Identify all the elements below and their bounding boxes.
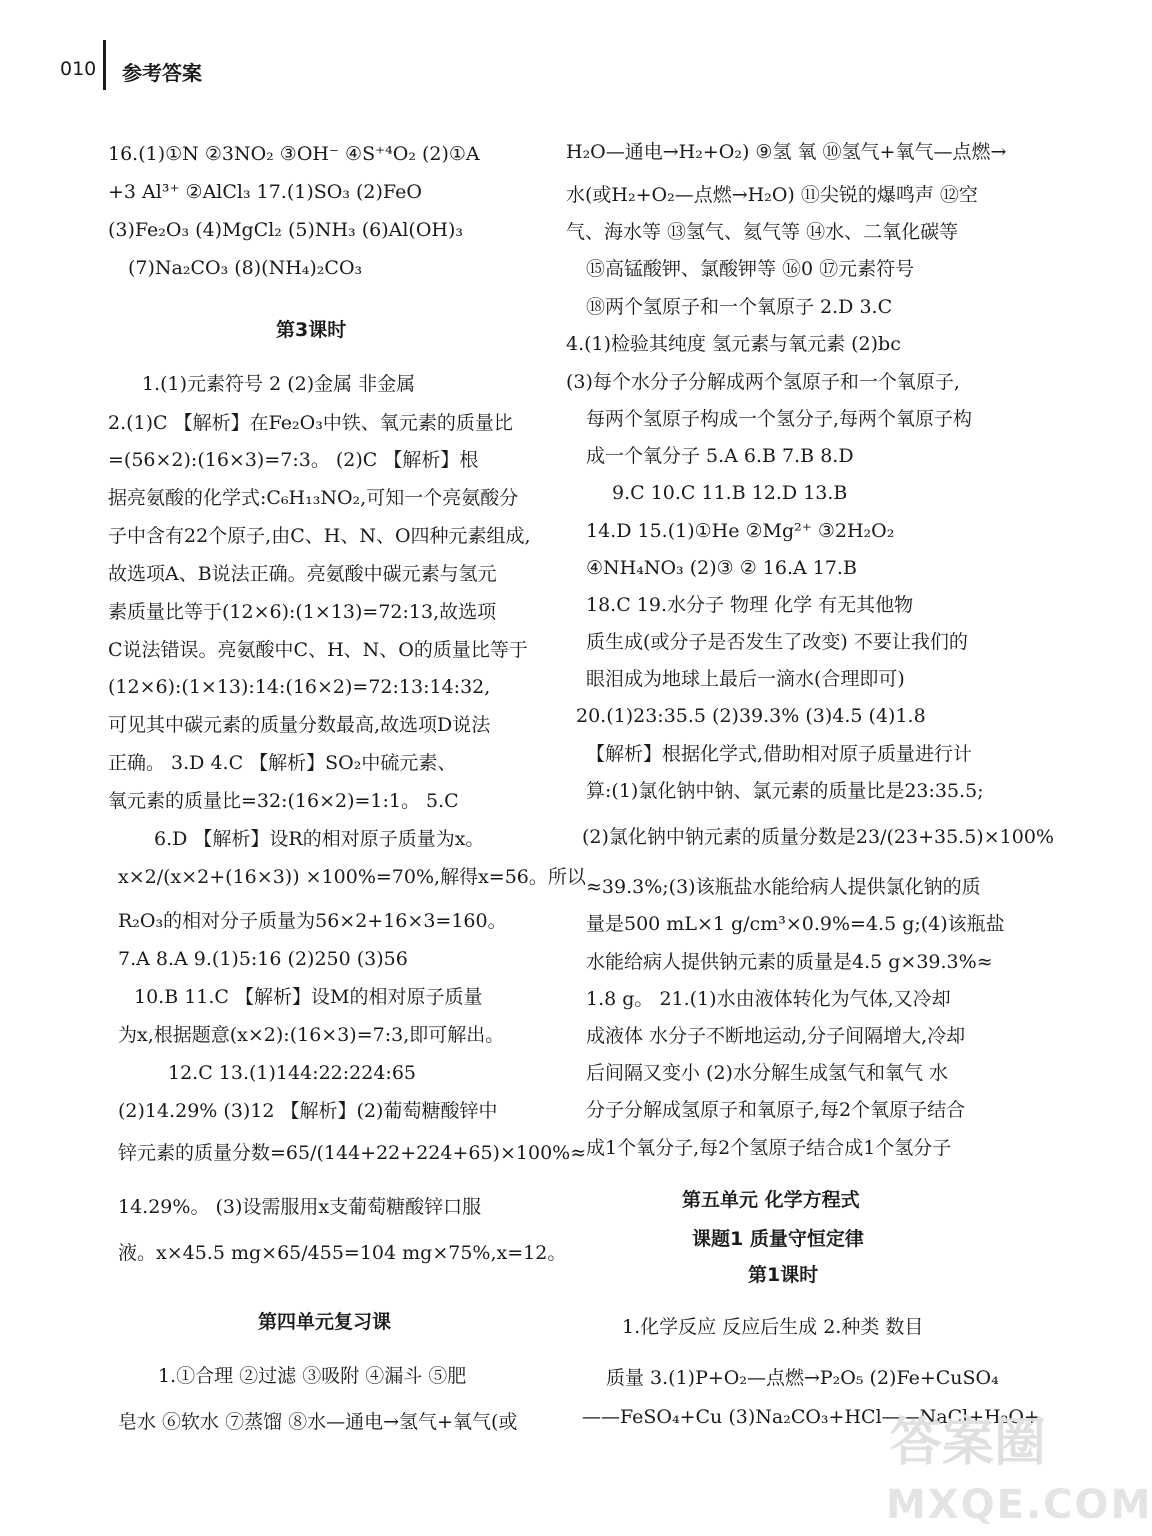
answer-line: 12.C 13.(1)144:22:224:65 — [168, 1062, 417, 1084]
answer-line: +3 Al³⁺ ②AlCl₃ 17.(1)SO₃ (2)FeO — [108, 181, 422, 203]
answer-line: 后间隔又变小 (2)水分解生成氢气和氧气 水 — [586, 1062, 948, 1084]
answer-line: (7)Na₂CO₃ (8)(NH₄)₂CO₃ — [128, 257, 363, 279]
answer-line: 眼泪成为地球上最后一滴水(合理即可) — [586, 668, 905, 690]
answer-line: (2)氯化钠中钠元素的质量分数是23/(23+35.5)×100% — [582, 826, 1054, 848]
answer-line: 成1个氧分子,每2个氢原子结合成1个氢分子 — [586, 1137, 952, 1159]
answer-line: 故选项A、B说法正确。亮氨酸中碳元素与氢元 — [108, 563, 497, 585]
answer-line: 可见其中碳元素的质量分数最高,故选项D说法 — [108, 714, 491, 736]
answer-line: 1.8 g。 21.(1)水由液体转化为气体,又冷却 — [586, 988, 951, 1010]
answer-line: 成一个氧分子 5.A 6.B 7.B 8.D — [586, 445, 854, 467]
watermark-url: MXQE.COM — [886, 1482, 1152, 1528]
answer-line: ——FeSO₄+Cu (3)Na₂CO₃+HCl——NaCl+H₂O+ — [582, 1406, 1040, 1428]
answer-line: ≈39.3%;(3)该瓶盐水能给病人提供氯化钠的质 — [586, 876, 981, 898]
answer-line: 14.29%。 (3)设需服用x支葡萄糖酸锌口服 — [118, 1196, 482, 1218]
answer-line: 1.①合理 ②过滤 ③吸附 ④漏斗 ⑤肥 — [158, 1365, 467, 1387]
answer-line: x×2/(x×2+(16×3)) ×100%=70%,解得x=56。所以 — [118, 866, 586, 888]
answer-line: 素质量比等于(12×6):(1×13)=72:13,故选项 — [108, 601, 497, 623]
header-title: 参考答案 — [122, 61, 202, 85]
answer-line: 分子分解成氢原子和氧原子,每2个氧原子结合 — [586, 1099, 966, 1121]
answer-line: R₂O₃的相对分子质量为56×2+16×3=160。 — [118, 910, 507, 932]
section-heading: 第1课时 — [748, 1264, 819, 1286]
answer-line: 2.(1)C 【解析】在Fe₂O₃中铁、氧元素的质量比 — [108, 412, 513, 434]
answer-line: 水能给病人提供钠元素的质量是4.5 g×39.3%≈ — [586, 951, 993, 973]
answer-line: 氧元素的质量比=32:(16×2)=1:1。 5.C — [108, 790, 459, 812]
answer-line: 16.(1)①N ②3NO₂ ③OH⁻ ④S⁺⁴O₂ (2)①A — [108, 143, 480, 165]
answer-line: 【解析】根据化学式,借助相对原子质量进行计 — [586, 743, 973, 765]
answer-line: 7.A 8.A 9.(1)5:16 (2)250 (3)56 — [118, 948, 408, 970]
answer-line: 皂水 ⑥软水 ⑦蒸馏 ⑧水—通电→氢气+氧气(或 — [118, 1411, 518, 1433]
answer-line: =(56×2):(16×3)=7:3。 (2)C 【解析】根 — [108, 449, 479, 471]
answer-line: 4.(1)检验其纯度 氢元素与氧元素 (2)bc — [566, 333, 901, 355]
answer-line: 气、海水等 ⑬氢气、氦气等 ⑭水、二氧化碳等 — [566, 221, 959, 243]
answer-line: 锌元素的质量分数=65/(144+22+224+65)×100%≈ — [118, 1142, 587, 1164]
answer-line: (2)14.29% (3)12 【解析】(2)葡萄糖酸锌中 — [118, 1100, 498, 1122]
header-divider — [103, 40, 106, 90]
answer-line: 1.化学反应 反应后生成 2.种类 数目 — [622, 1316, 924, 1338]
answer-line: 为x,根据题意(x×2):(16×3)=7:3,即可解出。 — [118, 1024, 505, 1046]
answer-line: 6.D 【解析】设R的相对原子质量为x。 — [154, 828, 485, 850]
answer-line: 子中含有22个原子,由C、H、N、O四种元素组成, — [108, 525, 531, 547]
answer-line: 质生成(或分子是否发生了改变) 不要让我们的 — [586, 631, 968, 653]
answer-line: (3)每个水分子分解成两个氢原子和一个氧原子, — [566, 371, 960, 393]
answer-line: C说法错误。亮氨酸中C、H、N、O的质量比等于 — [108, 639, 528, 661]
lesson-heading: 课题1 质量守恒定律 — [692, 1228, 864, 1250]
unit-heading: 第五单元 化学方程式 — [682, 1189, 860, 1211]
answer-line: 液。x×45.5 mg×65/455=104 mg×75%,x=12。 — [118, 1242, 567, 1264]
answer-line: 量是500 mL×1 g/cm³×0.9%=4.5 g;(4)该瓶盐 — [586, 913, 1005, 935]
answer-line: ④NH₄NO₃ (2)③ ② 16.A 17.B — [586, 557, 857, 579]
answer-line: 算:(1)氯化钠中钠、氯元素的质量比是23:35.5; — [586, 780, 984, 802]
answer-line: H₂O—通电→H₂+O₂) ⑨氢 氧 ⑩氢气+氧气—点燃→ — [566, 141, 1007, 163]
answer-line: (12×6):(1×13):14:(16×2)=72:13:14:32, — [108, 676, 491, 698]
answer-line: 质量 3.(1)P+O₂—点燃→P₂O₅ (2)Fe+CuSO₄ — [606, 1367, 999, 1389]
answer-line: ⑱两个氢原子和一个氧原子 2.D 3.C — [586, 296, 893, 318]
answer-line: 18.C 19.水分子 物理 化学 有无其他物 — [586, 594, 914, 616]
watermark-logo: 答案圈 — [890, 1413, 1047, 1473]
answer-line: 成液体 水分子不断地运动,分子间隔增大,冷却 — [586, 1025, 966, 1047]
answer-line: 1.(1)元素符号 2 (2)金属 非金属 — [142, 373, 416, 395]
answer-line: 据亮氨酸的化学式:C₆H₁₃NO₂,可知一个亮氨酸分 — [108, 487, 519, 509]
answer-line: 水(或H₂+O₂—点燃→H₂O) ⑪尖锐的爆鸣声 ⑫空 — [566, 184, 978, 206]
answer-line: 9.C 10.C 11.B 12.D 13.B — [612, 482, 848, 504]
answer-line: ⑮高锰酸钾、氯酸钾等 ⑯0 ⑰元素符号 — [586, 258, 915, 280]
answer-line: 每两个氢原子构成一个氢分子,每两个氧原子构 — [586, 408, 973, 430]
page-number: 010 — [60, 58, 97, 80]
answer-line: 10.B 11.C 【解析】设M的相对原子质量 — [134, 986, 483, 1008]
answer-line: (3)Fe₂O₃ (4)MgCl₂ (5)NH₃ (6)Al(OH)₃ — [108, 219, 464, 241]
answer-line: 正确。 3.D 4.C 【解析】SO₂中硫元素、 — [108, 752, 457, 774]
answer-line: 20.(1)23:35.5 (2)39.3% (3)4.5 (4)1.8 — [576, 705, 926, 727]
section-heading: 第3课时 — [276, 319, 347, 341]
answer-line: 14.D 15.(1)①He ②Mg²⁺ ③2H₂O₂ — [586, 520, 895, 542]
section-heading: 第四单元复习课 — [258, 1311, 392, 1333]
